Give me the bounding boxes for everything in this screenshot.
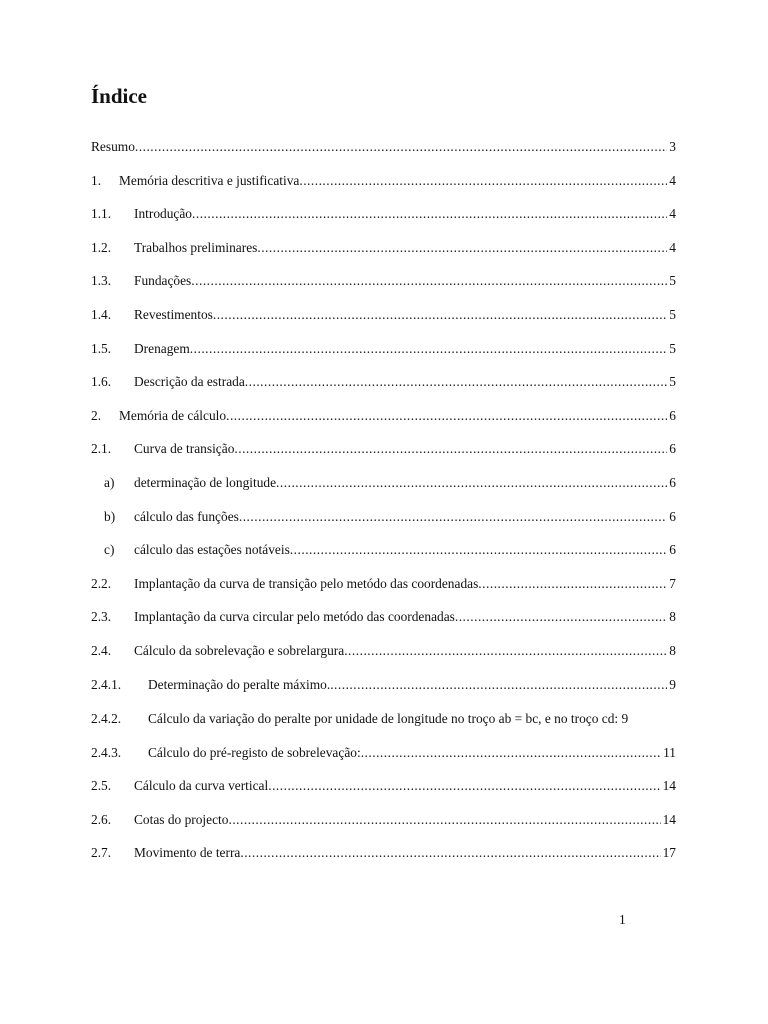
toc-leader-dots: [228, 812, 660, 828]
toc-entry-text: Implantação da curva de transição pelo metódo das coordenadas: [134, 575, 479, 591]
toc-entry-page: 5: [669, 273, 676, 289]
toc-entry-page: 6: [669, 508, 676, 524]
toc-entry-text: determinação de longitude: [134, 474, 277, 490]
toc-entry-page: 4: [669, 206, 676, 222]
toc-entry-text: Cálculo do pré-registo de sobrelevação:: [148, 744, 361, 760]
toc-entry-page: 3: [669, 139, 676, 154]
toc-leader-dots: [191, 273, 667, 289]
toc-entry-2-4-1[interactable]: [91, 677, 676, 693]
toc-entry-text: Introdução: [134, 206, 193, 222]
toc-entry-number: 1.3.: [91, 273, 112, 289]
toc-entry-number: b): [104, 508, 116, 524]
toc-entry-1-3[interactable]: [91, 273, 676, 289]
toc-entry-1-1[interactable]: [91, 206, 676, 222]
toc-entry-2-1[interactable]: [91, 441, 676, 457]
toc-leader-dots: [213, 307, 667, 323]
toc-entry-2-5[interactable]: [91, 778, 676, 794]
toc-entry-text: Memória de cálculo: [119, 407, 227, 423]
toc-entry-1[interactable]: [91, 173, 676, 189]
toc-leader-dots: [239, 509, 667, 525]
toc-leader-dots: [290, 542, 668, 558]
toc-entry-2[interactable]: [91, 408, 676, 424]
toc-leader-dots: [276, 475, 667, 491]
toc-leader-dots: [257, 240, 667, 256]
toc-leader-dots: [226, 408, 667, 424]
toc-leader-dots: [344, 643, 667, 659]
toc-entry-page: 9: [669, 676, 676, 692]
toc-leader-dots: [192, 206, 667, 222]
toc-entry-1-5[interactable]: [91, 341, 676, 357]
toc-entry-text: Descrição da estrada: [134, 374, 245, 390]
toc-entry-page: 9: [621, 711, 629, 727]
toc-entry-page: 6: [669, 407, 676, 423]
toc-entry-2-2[interactable]: [91, 576, 676, 592]
toc-leader-dots: [245, 374, 668, 390]
toc-leader-dots: [330, 677, 667, 693]
toc-entry-page: 8: [669, 642, 676, 658]
toc-entry-number: 1.4.: [91, 306, 112, 322]
toc-entry-text: Memória descritiva e justificativa: [119, 172, 300, 188]
toc-entry-number: 1.6.: [91, 374, 112, 390]
toc-entry-page: 11: [663, 744, 676, 760]
toc-entry-number: 2.1.: [91, 441, 112, 457]
toc-entry-number: 2.3.: [91, 609, 112, 625]
toc-entry-page: 4: [669, 239, 676, 255]
toc-entry-2-6[interactable]: [91, 812, 676, 828]
toc-entry-text: Drenagem: [134, 340, 190, 356]
toc-entry-number: 2.4.: [91, 642, 112, 658]
toc-entry-text: Resumo: [91, 139, 135, 154]
toc-entry-number: 2.2.: [91, 575, 112, 591]
toc-entry-page: 14: [662, 778, 676, 794]
toc-entry-2-7[interactable]: [91, 845, 676, 861]
page-number: 1: [619, 912, 626, 927]
toc-entry-number: 1.5.: [91, 340, 112, 356]
toc-entry-1-2[interactable]: [91, 240, 676, 256]
toc-entry-page: 5: [669, 374, 676, 390]
toc-leader-dots: [240, 845, 660, 861]
toc-entry-number: 2.4.1.: [91, 676, 122, 692]
table-of-contents: [91, 139, 676, 879]
toc-entry-number: c): [104, 542, 115, 558]
toc-entry-text: Cotas do projecto: [134, 811, 229, 827]
toc-entry-2-4-2[interactable]: [91, 710, 676, 727]
toc-entry-number: 2.6.: [91, 811, 112, 827]
toc-entry-text: Fundações: [134, 273, 192, 289]
toc-entry-page: 6: [669, 474, 676, 490]
toc-entry-number: 2.5.: [91, 778, 112, 794]
toc-leader-dots: [234, 441, 667, 457]
toc-entry-page: 5: [669, 306, 676, 322]
toc-entry-number: 2.: [91, 407, 102, 423]
toc-entry-2-1-a[interactable]: [91, 475, 676, 491]
toc-entry-page: 14: [662, 811, 676, 827]
toc-entry-2-4[interactable]: [91, 643, 676, 659]
toc-entry-text: Curva de transição: [134, 441, 235, 457]
toc-entry-number: a): [104, 474, 115, 490]
toc-entry-number: 1.1.: [91, 206, 112, 222]
toc-entry-page: 6: [669, 441, 676, 457]
toc-entry-text: Cálculo da sobrelevação e sobrelargura: [134, 642, 345, 658]
toc-entry-number: 1.: [91, 172, 102, 188]
toc-entry-text: Cálculo da curva vertical: [134, 778, 269, 794]
toc-entry-2-1-c[interactable]: [91, 542, 676, 558]
toc-entry-number: 1.2.: [91, 239, 112, 255]
toc-entry-1-4[interactable]: [91, 307, 676, 323]
toc-entry-text: Revestimentos: [134, 306, 213, 322]
toc-entry-text: Trabalhos preliminares: [134, 239, 258, 255]
toc-entry-text: Implantação da curva circular pelo metódo das coordenadas: [134, 609, 455, 625]
toc-entry-text: Determinação do peralte máximo.: [148, 676, 331, 692]
toc-leader-dots: [478, 576, 667, 592]
toc-leader-dots: [361, 745, 661, 761]
toc-leader-dots: [299, 173, 667, 189]
toc-entry-page: 5: [669, 340, 676, 356]
toc-entry-text: cálculo das funções: [134, 508, 239, 524]
toc-entry-number: 2.4.2.: [91, 711, 122, 727]
toc-entry-resumo[interactable]: [91, 139, 676, 155]
toc-entry-text: cálculo das estações notáveis: [134, 542, 290, 558]
toc-leader-dots: [135, 139, 667, 155]
toc-entry-page: 4: [669, 172, 676, 188]
toc-leader-dots: [190, 341, 668, 357]
toc-entry-page: 17: [662, 845, 676, 861]
toc-entry-page: 7: [669, 575, 676, 591]
toc-entry-2-4-3[interactable]: [91, 745, 676, 761]
toc-entry-text: Cálculo da variação do peralte por unidade de longitude no troço ab = bc, e no troço cd:: [148, 711, 619, 727]
toc-entry-number: 2.4.3.: [91, 744, 122, 760]
toc-entry-2-3[interactable]: [91, 609, 676, 625]
toc-entry-text: Movimento de terra: [134, 845, 241, 861]
page-title: Índice: [91, 84, 148, 108]
toc-entry-number: 2.7.: [91, 845, 112, 861]
toc-entry-page: 6: [669, 542, 676, 558]
toc-leader-dots: [268, 778, 660, 794]
toc-entry-page: 8: [669, 609, 676, 625]
toc-entry-1-6[interactable]: [91, 374, 676, 390]
toc-entry-2-1-b[interactable]: [91, 509, 676, 525]
toc-leader-dots: [455, 609, 667, 625]
